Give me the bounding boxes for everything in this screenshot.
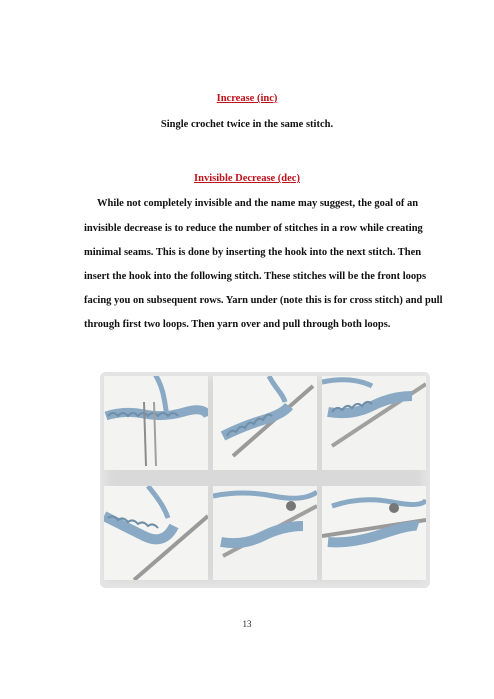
page-number: 13 [242, 619, 252, 629]
paragraph-line: minimal seams. This is done by inserting the hook into the next stitch. Then [84, 247, 422, 258]
crochet-step-1-photo [104, 376, 208, 470]
increase-heading: Increase (inc) [216, 93, 278, 104]
crochet-step-2-photo [213, 376, 317, 470]
decrease-heading: Invisible Decrease (dec) [194, 173, 300, 184]
paragraph-line: insert the hook into the following stitch. These stitches will be the front loops [84, 271, 427, 282]
increase-body: Single crochet twice in the same stitch. [160, 119, 334, 130]
paragraph-line: through first two loops. Then yarn over and pull through both loops. [84, 319, 391, 330]
paragraph-line: facing you on subsequent rows. Yarn under (note this is for cross stitch) and pull [84, 295, 443, 306]
crochet-step-6-photo [322, 486, 426, 580]
crochet-step-5-photo [213, 486, 317, 580]
paragraph-line: invisible decrease is to reduce the number of stitches in a row while creating [84, 223, 423, 234]
crochet-step-4-photo [104, 486, 208, 580]
crochet-step-3-photo [322, 376, 426, 470]
paragraph-line: While not completely invisible and the name may suggest, the goal of an [97, 198, 419, 209]
photo-collage [100, 372, 430, 588]
